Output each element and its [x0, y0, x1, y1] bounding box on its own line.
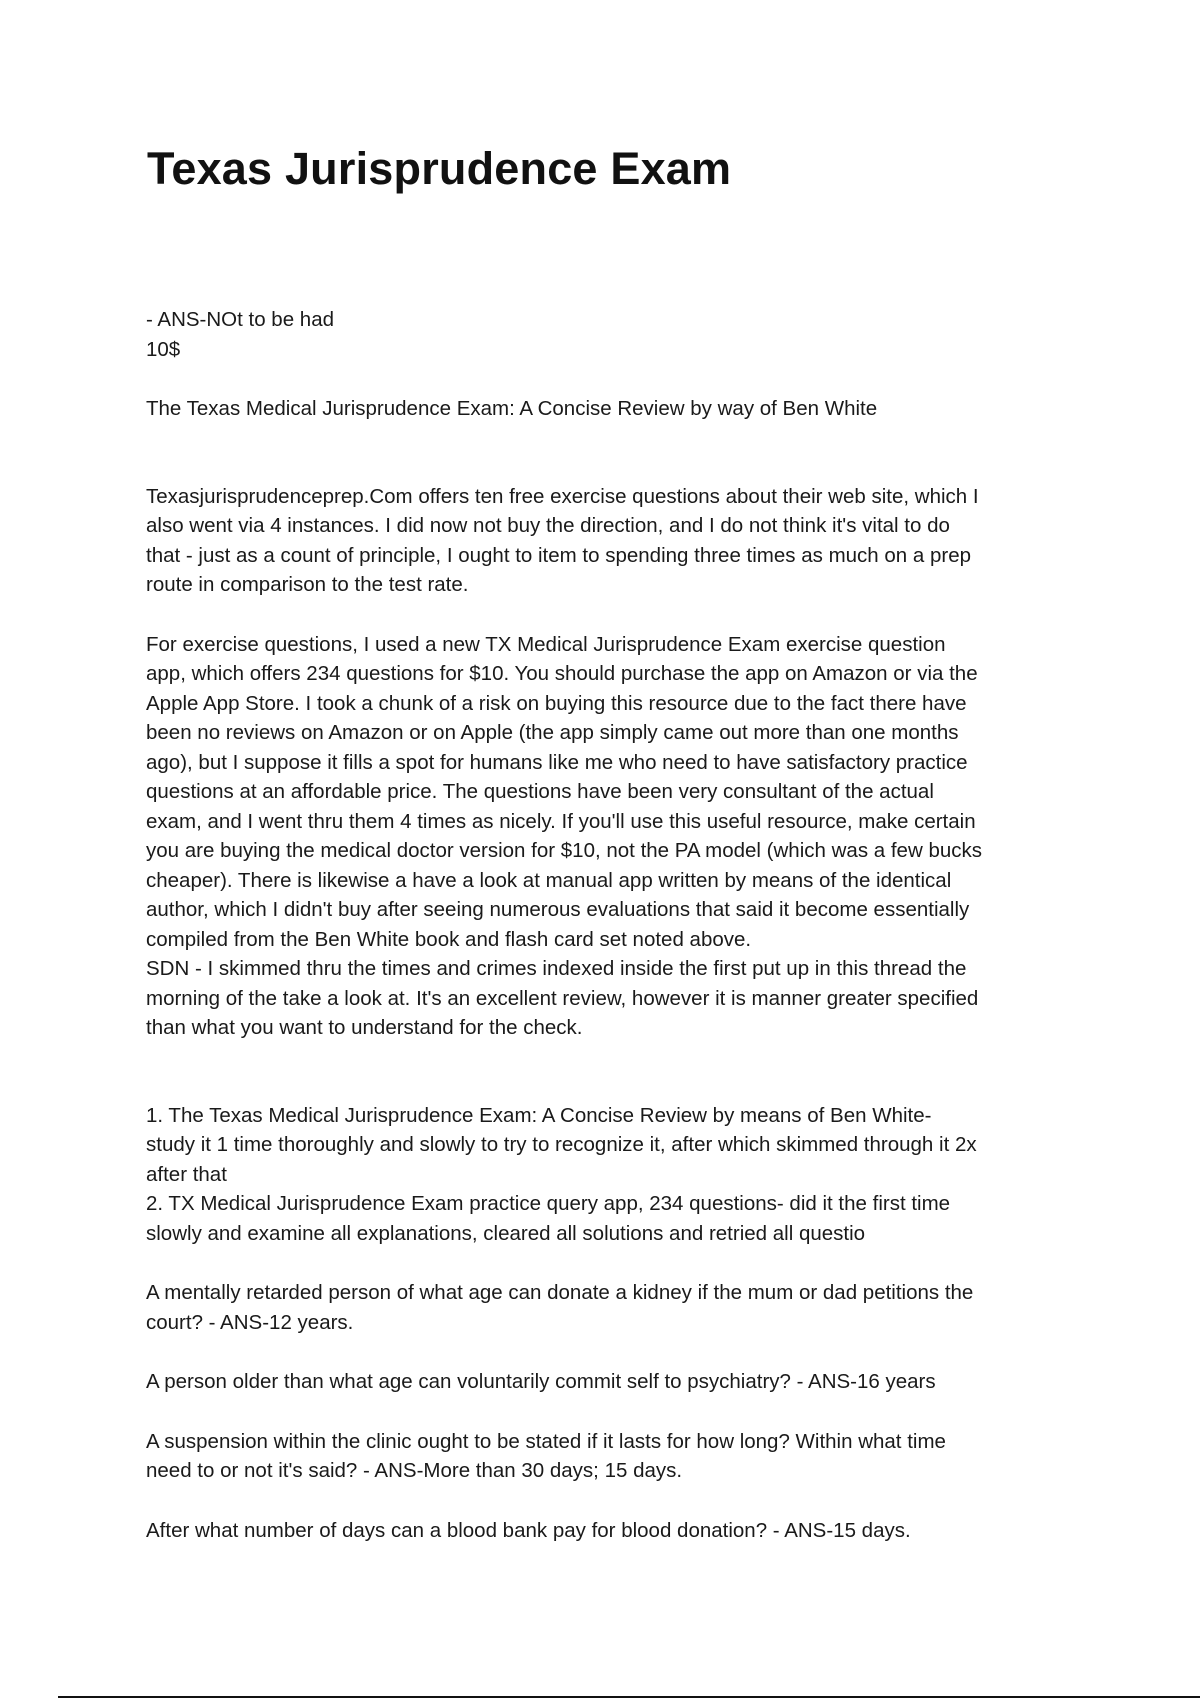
text-line: been no reviews on Amazon or on Apple (the app simply came out more than one months — [146, 721, 959, 744]
question-answer-kidney — [146, 1278, 1066, 1337]
book-reference — [146, 394, 1066, 424]
text-line: 1. The Texas Medical Jurisprudence Exam: A Concise Review by means of Ben White- — [146, 1103, 932, 1127]
answer-note — [146, 305, 1066, 364]
text-line: need to or not it's said? - ANS-More than 30 days; 15 days. — [146, 1459, 683, 1482]
text-line: app, which offers 234 questions for $10. You should purchase the app on Amazon or via the — [146, 662, 978, 685]
text-line: - ANS-NOt to be had — [146, 308, 335, 331]
text-line: that - just as a count of principle, I ought to item to spending three times as much on a prep — [146, 543, 972, 567]
text-line: After what number of days can a blood bank pay for blood donation? - ANS-15 days. — [146, 1518, 911, 1542]
question-answer-blood-bank — [146, 1516, 1066, 1546]
text-line: ago), but I suppose it fills a spot for humans like me who need to have satisfactory practice — [146, 750, 968, 774]
text-line: cheaper). There is likewise a have a look at manual app written by means of the identical — [146, 868, 952, 892]
text-line: compiled from the Ben White book and flash card set noted above. — [146, 927, 752, 951]
page-bottom-rule — [58, 1696, 1200, 1698]
text-line: 2. TX Medical Jurisprudence Exam practice query app, 234 questions- did it the first time — [146, 1192, 951, 1215]
text-line: For exercise questions, I used a new TX Medical Jurisprudence Exam exercise question — [146, 632, 946, 656]
question-answer-psychiatry — [146, 1367, 1066, 1397]
text-line: exam, and I went thru them 4 times as nicely. If you'll use this useful resource, make certain — [146, 809, 976, 833]
prep-site-paragraph — [146, 482, 1066, 600]
text-line: morning of the take a look at. It's an excellent review, however it is manner greater specified — [146, 986, 979, 1010]
text-line: questions at an affordable price. The questions have been very consultant of the actual — [146, 780, 934, 803]
text-line: A mentally retarded person of what age can donate a kidney if the mum or dad petitions the — [146, 1281, 974, 1304]
text-line: also went via 4 instances. I did now not buy the direction, and I do not think it's vital to do — [146, 514, 950, 537]
question-answer-suspension — [146, 1427, 1066, 1486]
text-line: you are buying the medical doctor version for $10, not the PA model (which was a few bucks — [146, 839, 983, 862]
text-line: A suspension within the clinic ought to be stated if it lasts for how long? Within what time — [146, 1429, 946, 1453]
text-line: than what you want to understand for the check. — [146, 1016, 583, 1039]
document-title: Texas Jurisprudence Exam — [147, 143, 732, 194]
practice-app-paragraph — [146, 630, 1066, 1043]
text-line: route in comparison to the test rate. — [146, 573, 469, 596]
text-line: Apple App Store. I took a chunk of a risk on buying this resource due to the fact there have — [146, 691, 967, 715]
text-line: court? - ANS-12 years. — [146, 1310, 354, 1334]
text-line: The Texas Medical Jurisprudence Exam: A Concise Review by way of Ben White — [146, 397, 878, 420]
document-body — [146, 305, 1066, 1545]
text-line: author, which I didn't buy after seeing numerous evaluations that said it become essentially — [146, 898, 970, 921]
text-line: after that — [146, 1162, 227, 1186]
text-line: Texasjurisprudenceprep.Com offers ten free exercise questions about their web site, which I — [146, 484, 979, 508]
text-line: slowly and examine all explanations, cleared all solutions and retried all questio — [146, 1221, 866, 1245]
text-line: study it 1 time thoroughly and slowly to try to recognize it, after which skimmed through it 2x — [146, 1133, 977, 1156]
study-method-list — [146, 1101, 1066, 1249]
text-line: 10$ — [146, 337, 181, 361]
text-line: SDN - I skimmed thru the times and crimes indexed inside the first put up in this thread the — [146, 957, 967, 980]
text-line: A person older than what age can voluntarily commit self to psychiatry? - ANS-16 years — [146, 1370, 936, 1393]
